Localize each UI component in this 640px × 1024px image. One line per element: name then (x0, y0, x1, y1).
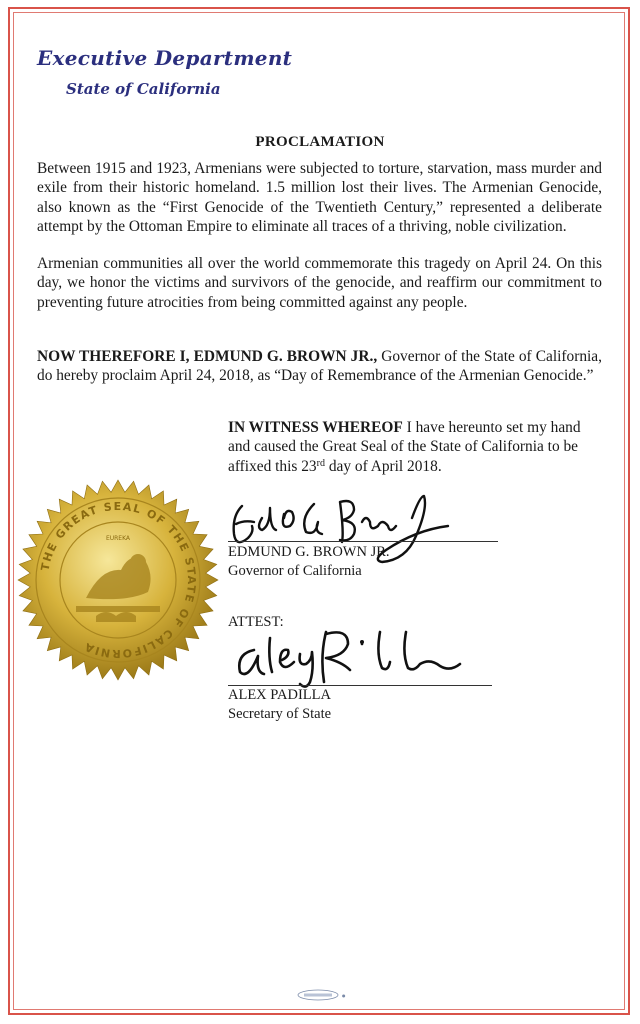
proclamation-body: Governor of the State of California, do hereby proclaim April 24, 2018, as “Day of Remembrance of the Armenian Genocide.” (37, 348, 602, 385)
great-seal-icon (16, 478, 220, 682)
proclamation-lead: NOW THEREFORE I, EDMUND G. BROWN JR., (37, 348, 378, 365)
paragraph-commemoration: Armenian communities all over the world commemorate this tragedy on April 24. On this day, we honor the victims and survivors of the genocide, and reaffirm our commitment to preventing future atrocities from being committed against any people. (37, 255, 602, 311)
seal-ring-text: THE GREAT SEAL OF THE STATE OF CALIFORNIA (38, 499, 199, 661)
secretary-title: Secretary of State (228, 706, 332, 722)
governor-name: EDMUND G. BROWN JR. (228, 544, 390, 560)
witness-paragraph (228, 418, 602, 476)
department-heading: Executive Department (37, 46, 293, 70)
governor-title: Governor of California (228, 563, 362, 579)
governor-signature-line (228, 541, 498, 542)
witness-date: day of April 2018. (324, 457, 442, 475)
paragraph-proclamation (37, 347, 602, 386)
witness-text: I have hereunto set my hand and caused the Great Seal of the State of California to be affixed this 23 (228, 419, 581, 475)
svg-text:●: ● (342, 993, 346, 998)
proclamation-title: PROCLAMATION (255, 134, 385, 150)
paragraph-history: Between 1915 and 1923, Armenians were subjected to torture, starvation, mass murder and exile from their historic homeland. 1.5 million lost their lives. The Armenian Genocide, also known as the “First Genocide of the Twentieth Century,” represented a deliberate attempt by the Ottoman Empire to eliminate all traces of a thriving, noble civilization. (37, 160, 602, 236)
state-heading: State of California (66, 80, 221, 98)
secretary-signature-icon (230, 622, 480, 688)
printer-mark-icon (296, 989, 346, 1001)
witness-lead: IN WITNESS WHEREOF (228, 419, 403, 436)
secretary-name: ALEX PADILLA (228, 687, 331, 703)
attest-label: ATTEST: (228, 614, 284, 630)
witness-superscript: rd (316, 457, 325, 469)
seal-motto: EUREKA (105, 535, 131, 542)
